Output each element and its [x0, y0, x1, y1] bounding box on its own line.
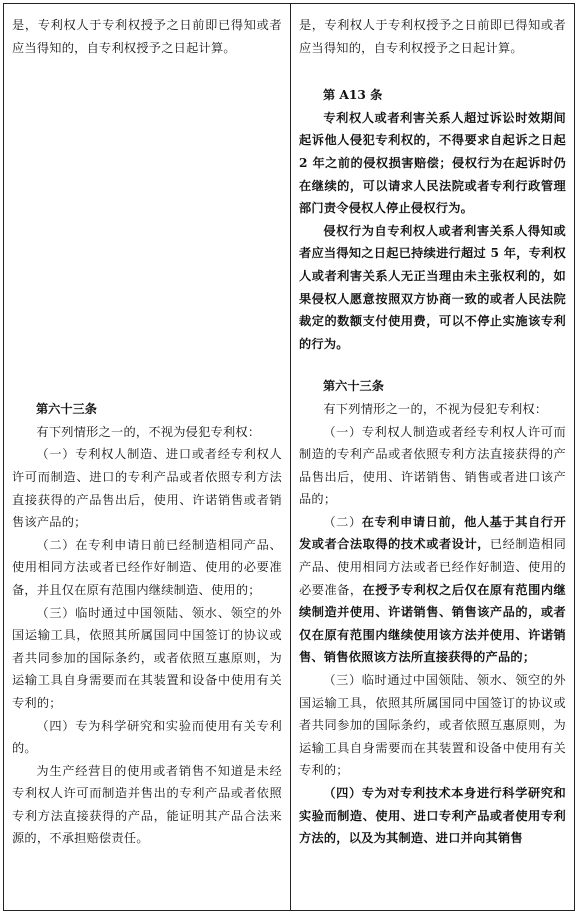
left-article-63-closing: 为生产经营目的使用或者销售不知道是未经专利权人许可而制造并售出的专利产品或者依照专利方法直接获得的产品，能证明其产品合法来源的，不承担赔偿责任。 [12, 763, 282, 846]
left-article-63-heading: 第六十三条 [36, 402, 97, 417]
right-article-a13-paragraph-1: 专利权人或者利害关系人超过诉讼时效期间起诉他人侵犯专利权的，不得要求自起诉之日起 2 年之前的侵权损害赔偿；侵权行为在起诉时仍在继续的，可以请求人民法院或者专利行政管理部门责令侵权人停止侵权行为。 [299, 110, 566, 216]
right-top-paragraph: 是，专利权人于专利权授予之日前即已得知或者应当得知的，自专利权授予之日起计算。 [299, 18, 566, 55]
left-article-63-item-1: （一）专利权人制造、进口或者经专利权人许可而制造、进口的专利产品或者依照专利方法直接获得的产品售出后，使用、许诺销售或者销售该产品的； [12, 447, 282, 530]
left-article-63 [12, 398, 282, 850]
item-2-bold-insertion-1: 在专利申请日前，他人基于其自行开发或者合法取得的技术或者设计， [299, 514, 567, 552]
left-article-63-intro: 有下列情形之一的，不视为侵犯专利权： [36, 424, 261, 439]
left-column-original-text [4, 4, 290, 910]
right-column-revised-text [291, 4, 574, 910]
right-article-63-item-3: （三）临时通过中国领陆、领水、领空的外国运输工具，依照其所属国同中国签订的协议或者共同参加的国际条约，或者依照互惠原则，为运输工具自身需要而在其装置和设备中使用有关专利的； [299, 673, 566, 778]
right-article-63-heading: 第六十三条 [323, 379, 384, 394]
right-article-63-intro: 有下列情形之一的，不视为侵犯专利权： [323, 401, 548, 416]
left-article-63-item-3: （三）临时通过中国领陆、领水、领空的外国运输工具，依照其所属国同中国签订的协议或者共同参加的国际条约，或者依照互惠原则，为运输工具自身需要而在其装置和设备中使用有关专利的； [12, 605, 282, 710]
right-article-63-item-1: （一）专利权人制造或者经专利权人许可而制造的专利产品或者依照专利方法直接获得的产品售出后，使用、许诺销售、销售或者进口该产品的； [299, 424, 566, 507]
right-article-a13-paragraph-2: 侵权行为自专利权人或者利害关系人得知或者应当得知之日起已持续进行超过 5 年，专利权人或者利害关系人无正当理由未主张权利的，如果侵权人愿意按照双方协商一致的或者人民法院裁定的数额支付使用费，可以不停止实施该专利的行为。 [299, 223, 566, 351]
item-2-prefix: （二） [323, 514, 362, 529]
comparison-table [3, 3, 575, 911]
left-article-63-item-4: （四）专为科学研究和实验而使用有关专利的。 [12, 718, 282, 756]
right-article-a13-heading: 第 A13 条 [323, 88, 383, 103]
left-article-63-item-2: （二）在专利申请日前已经制造相同产品、使用相同方法或者已经作好制造、使用的必要准备，并且仅在原有范围内继续制造、使用的； [12, 537, 282, 597]
item-2-bold-insertion-2: 在授予专利权之后仅在原有范围内继续制造并使用、许诺销售、销售该产品的，或者仅在原有范围内继续使用该方法并使用、许诺销售、销售依照该方法所直接获得的产品的； [299, 582, 566, 665]
right-article-63-item-2 [299, 511, 566, 669]
right-article-63-item-4: （四）专为对专利技术本身进行科学研究和实验而制造、使用、进口专利产品或者使用专利方法的，以及为其制造、进口并向其销售 [299, 786, 566, 846]
right-article-a13 [299, 84, 566, 355]
left-top-paragraph: 是，专利权人于专利权授予之日前即已得知或者应当得知的，自专利权授予之日起计算。 [12, 18, 282, 55]
right-article-63 [299, 375, 566, 849]
item-2-middle: 已经制造相同产品、使用相同方法或者已经作好制造、使用的必要准备， [299, 537, 566, 597]
